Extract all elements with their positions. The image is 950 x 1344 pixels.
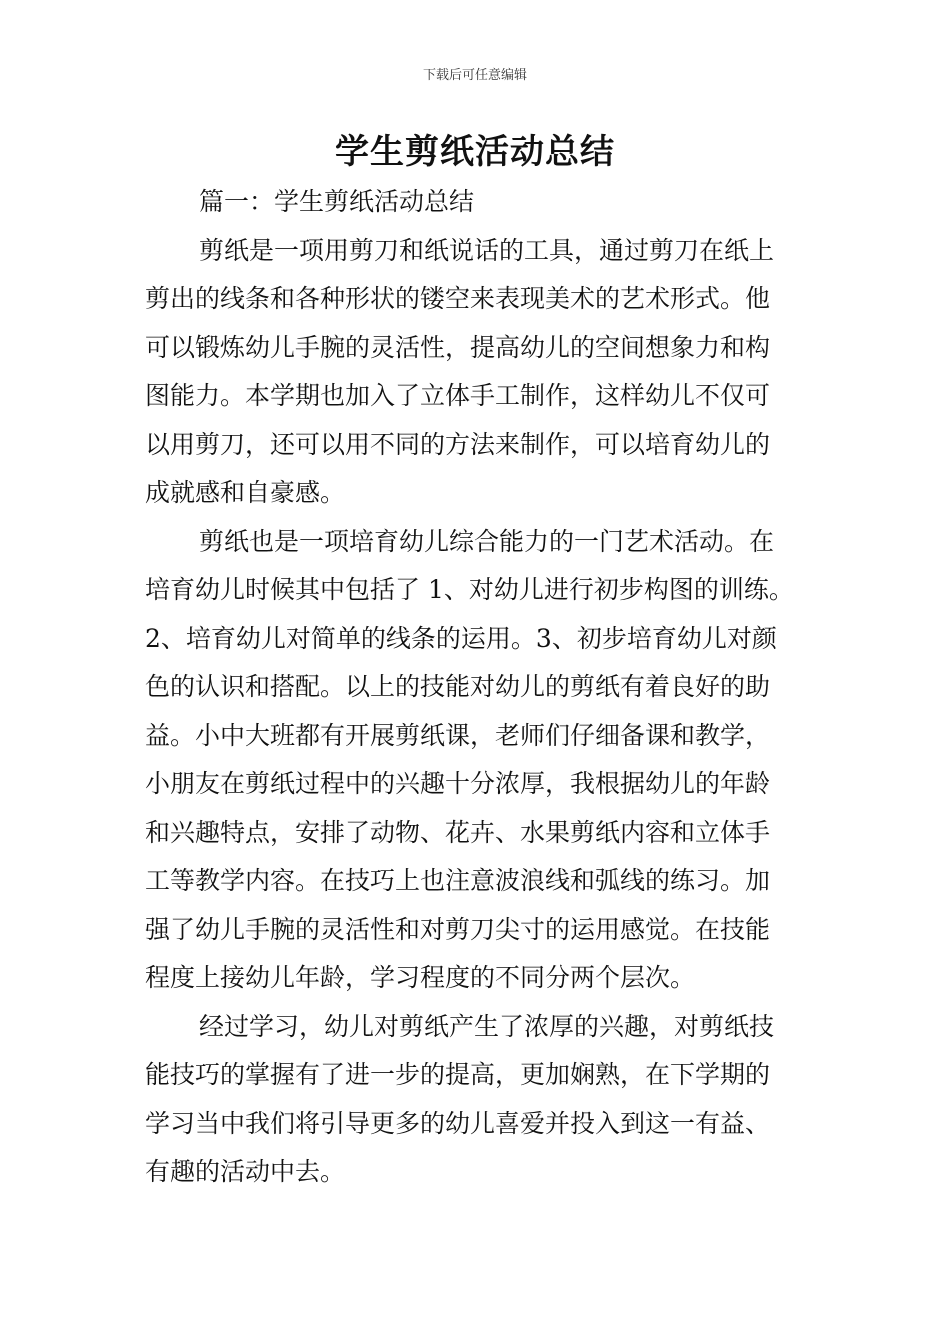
paragraph-line: 经过学习，幼儿对剪纸产生了浓厚的兴趣，对剪纸技	[199, 1011, 775, 1041]
paragraph-line: 剪纸也是一项培育幼儿综合能力的一门艺术活动。在	[199, 526, 775, 556]
document-body	[145, 178, 825, 1197]
paragraph-line: 图能力。本学期也加入了立体手工制作，这样幼儿不仅可	[145, 381, 771, 410]
paragraph-line: 成就感和自豪感。	[145, 478, 346, 507]
paragraph-line: 强了幼儿手腕的灵活性和对剪刀尖寸的运用感觉。在技能	[145, 914, 771, 944]
paragraph-line: 可以锻炼幼儿手腕的灵活性，提高幼儿的空间想象力和构	[145, 332, 771, 362]
paragraph-line: 工等教学内容。在技巧上也注意波浪线和弧线的练习。加	[145, 866, 771, 895]
paragraph-line: 剪纸是一项用剪刀和纸说话的工具，通过剪刀在纸上	[199, 235, 775, 265]
paragraph-line: 剪出的线条和各种形状的镂空来表现美术的艺术形式。他	[145, 284, 771, 313]
paragraph-2	[145, 518, 825, 1003]
document-title: 学生剪纸活动总结	[335, 132, 615, 172]
paragraph-line: 色的认识和搭配。以上的技能对幼儿的剪纸有着良好的助	[145, 672, 771, 701]
paragraph-line: 有趣的活动中去。	[145, 1157, 346, 1186]
paragraph-line: 程度上接幼儿年龄，学习程度的不同分两个层次。	[145, 963, 696, 992]
paragraph-line: 益。小中大班都有开展剪纸课，老师们仔细备课和教学，	[145, 720, 771, 750]
paragraph-line: 以用剪刀，还可以用不同的方法来制作，可以培育幼儿的	[145, 429, 771, 459]
header-note: 下载后可任意编辑	[422, 68, 527, 83]
section-heading: 篇一：学生剪纸活动总结	[199, 187, 475, 216]
paragraph-line: 能技巧的掌握有了进一步的提高，更加娴熟，在下学期的	[145, 1060, 771, 1089]
paragraph-line: 2、培育幼儿对简单的线条的运用。3、初步培育幼儿对颜	[145, 623, 777, 653]
paragraph-line: 培育幼儿时候其中包括了 1、对幼儿进行初步构图的训练。	[145, 575, 794, 604]
paragraph-line: 小朋友在剪纸过程中的兴趣十分浓厚，我根据幼儿的年龄	[145, 769, 771, 798]
paragraph-line: 学习当中我们将引导更多的幼儿喜爱并投入到这一有益、	[145, 1108, 771, 1138]
paragraph-line: 和兴趣特点，安排了动物、花卉、水果剪纸内容和立体手	[145, 817, 771, 847]
paragraph-3	[145, 1003, 825, 1197]
paragraph-1	[145, 227, 825, 518]
